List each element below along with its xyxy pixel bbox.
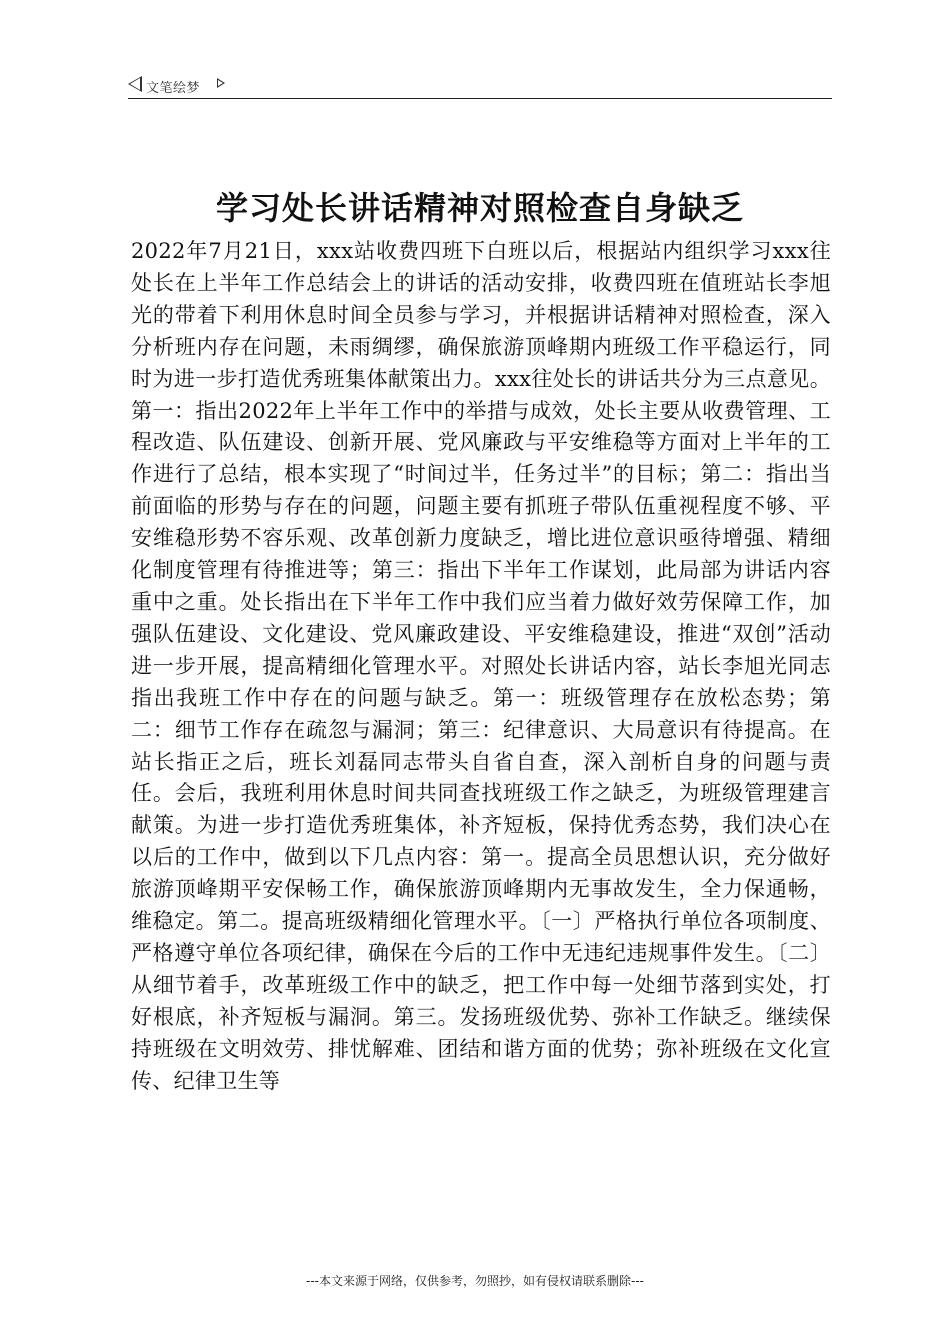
page-header xyxy=(128,74,832,99)
right-triangle-icon xyxy=(217,78,225,88)
document-title: 学习处长讲话精神对照检查自身缺乏 xyxy=(215,189,744,227)
footer-notice: ---本文来源于网络，仅供参考，勿照抄，如有侵权请联系删除--- xyxy=(306,1274,644,1288)
header-brand: 文笔绘梦 xyxy=(146,81,201,96)
left-triangle-icon xyxy=(128,76,142,92)
document-body: 2022年7月21日，xxx站收费四班下白班以后，根据站内组织学习xxx往处长在上半年工作总结会上的讲话的活动安排，收费四班在值班站长李旭光的带着下利用休息时间全员参与学习，并根据讲话精神对照检查，深入分析班内存在问题，未雨绸缪，确保旅游顶峰期内班级工作平稳运行，同时为进一步打造优秀班集体献策出力。xxx往处长的讲话共分为三点意见。第一：指出2022年上半年工作中的举措与成效，处长主要从收费管理、工程改造、队伍建设、创新开展、党风廉政与平安维稳等方面对上半年的工作进行了总结，根本实现了“时间过半，任务过半”的目标；第二：指出当前面临的形势与存在的问题，问题主要有抓班子带队伍重视程度不够、平安维稳形势不容乐观、改革创新力度缺乏，增比进位意识亟待增强、精细化制度管理有待推进等；第三：指出下半年工作谋划，此局部为讲话内容重中之重。处长指出在下半年工作中我们应当着力做好效劳保障工作，加强队伍建设、文化建设、党风廉政建设、平安维稳建设，推进“双创”活动进一步开展，提高精细化管理水平。对照处长讲话内容，站长李旭光同志指出我班工作中存在的问题与缺乏。第一：班级管理存在放松态势；第二：细节工作存在疏忽与漏洞；第三：纪律意识、大局意识有待提高。在站长指正之后，班长刘磊同志带头自省自查，深入剖析自身的问题与责任。会后，我班利用休息时间共同查找班级工作之缺乏，为班级管理建言献策。为进一步打造优秀班集体，补齐短板，保持优秀态势，我们决心在以后的工作中，做到以下几点内容：第一。提高全员思想认识，充分做好旅游顶峰期平安保畅工作，确保旅游顶峰期内无事故发生，全力保通畅，维稳定。第二。提高班级精细化管理水平。〔一〕严格执行单位各项制度、严格遵守单位各项纪律，确保在今后的工作中无违纪违规事件发生。〔二〕从细节着手，改革班级工作中的缺乏，把工作中每一处细节落到实处，打好根底，补齐短板与漏洞。第三。发扬班级优势、弥补工作缺乏。继续保持班级在文明效劳、排忧解难、团结和谐方面的优势；弥补班级在文化宣传、纪律卫生等 xyxy=(131,239,831,1093)
